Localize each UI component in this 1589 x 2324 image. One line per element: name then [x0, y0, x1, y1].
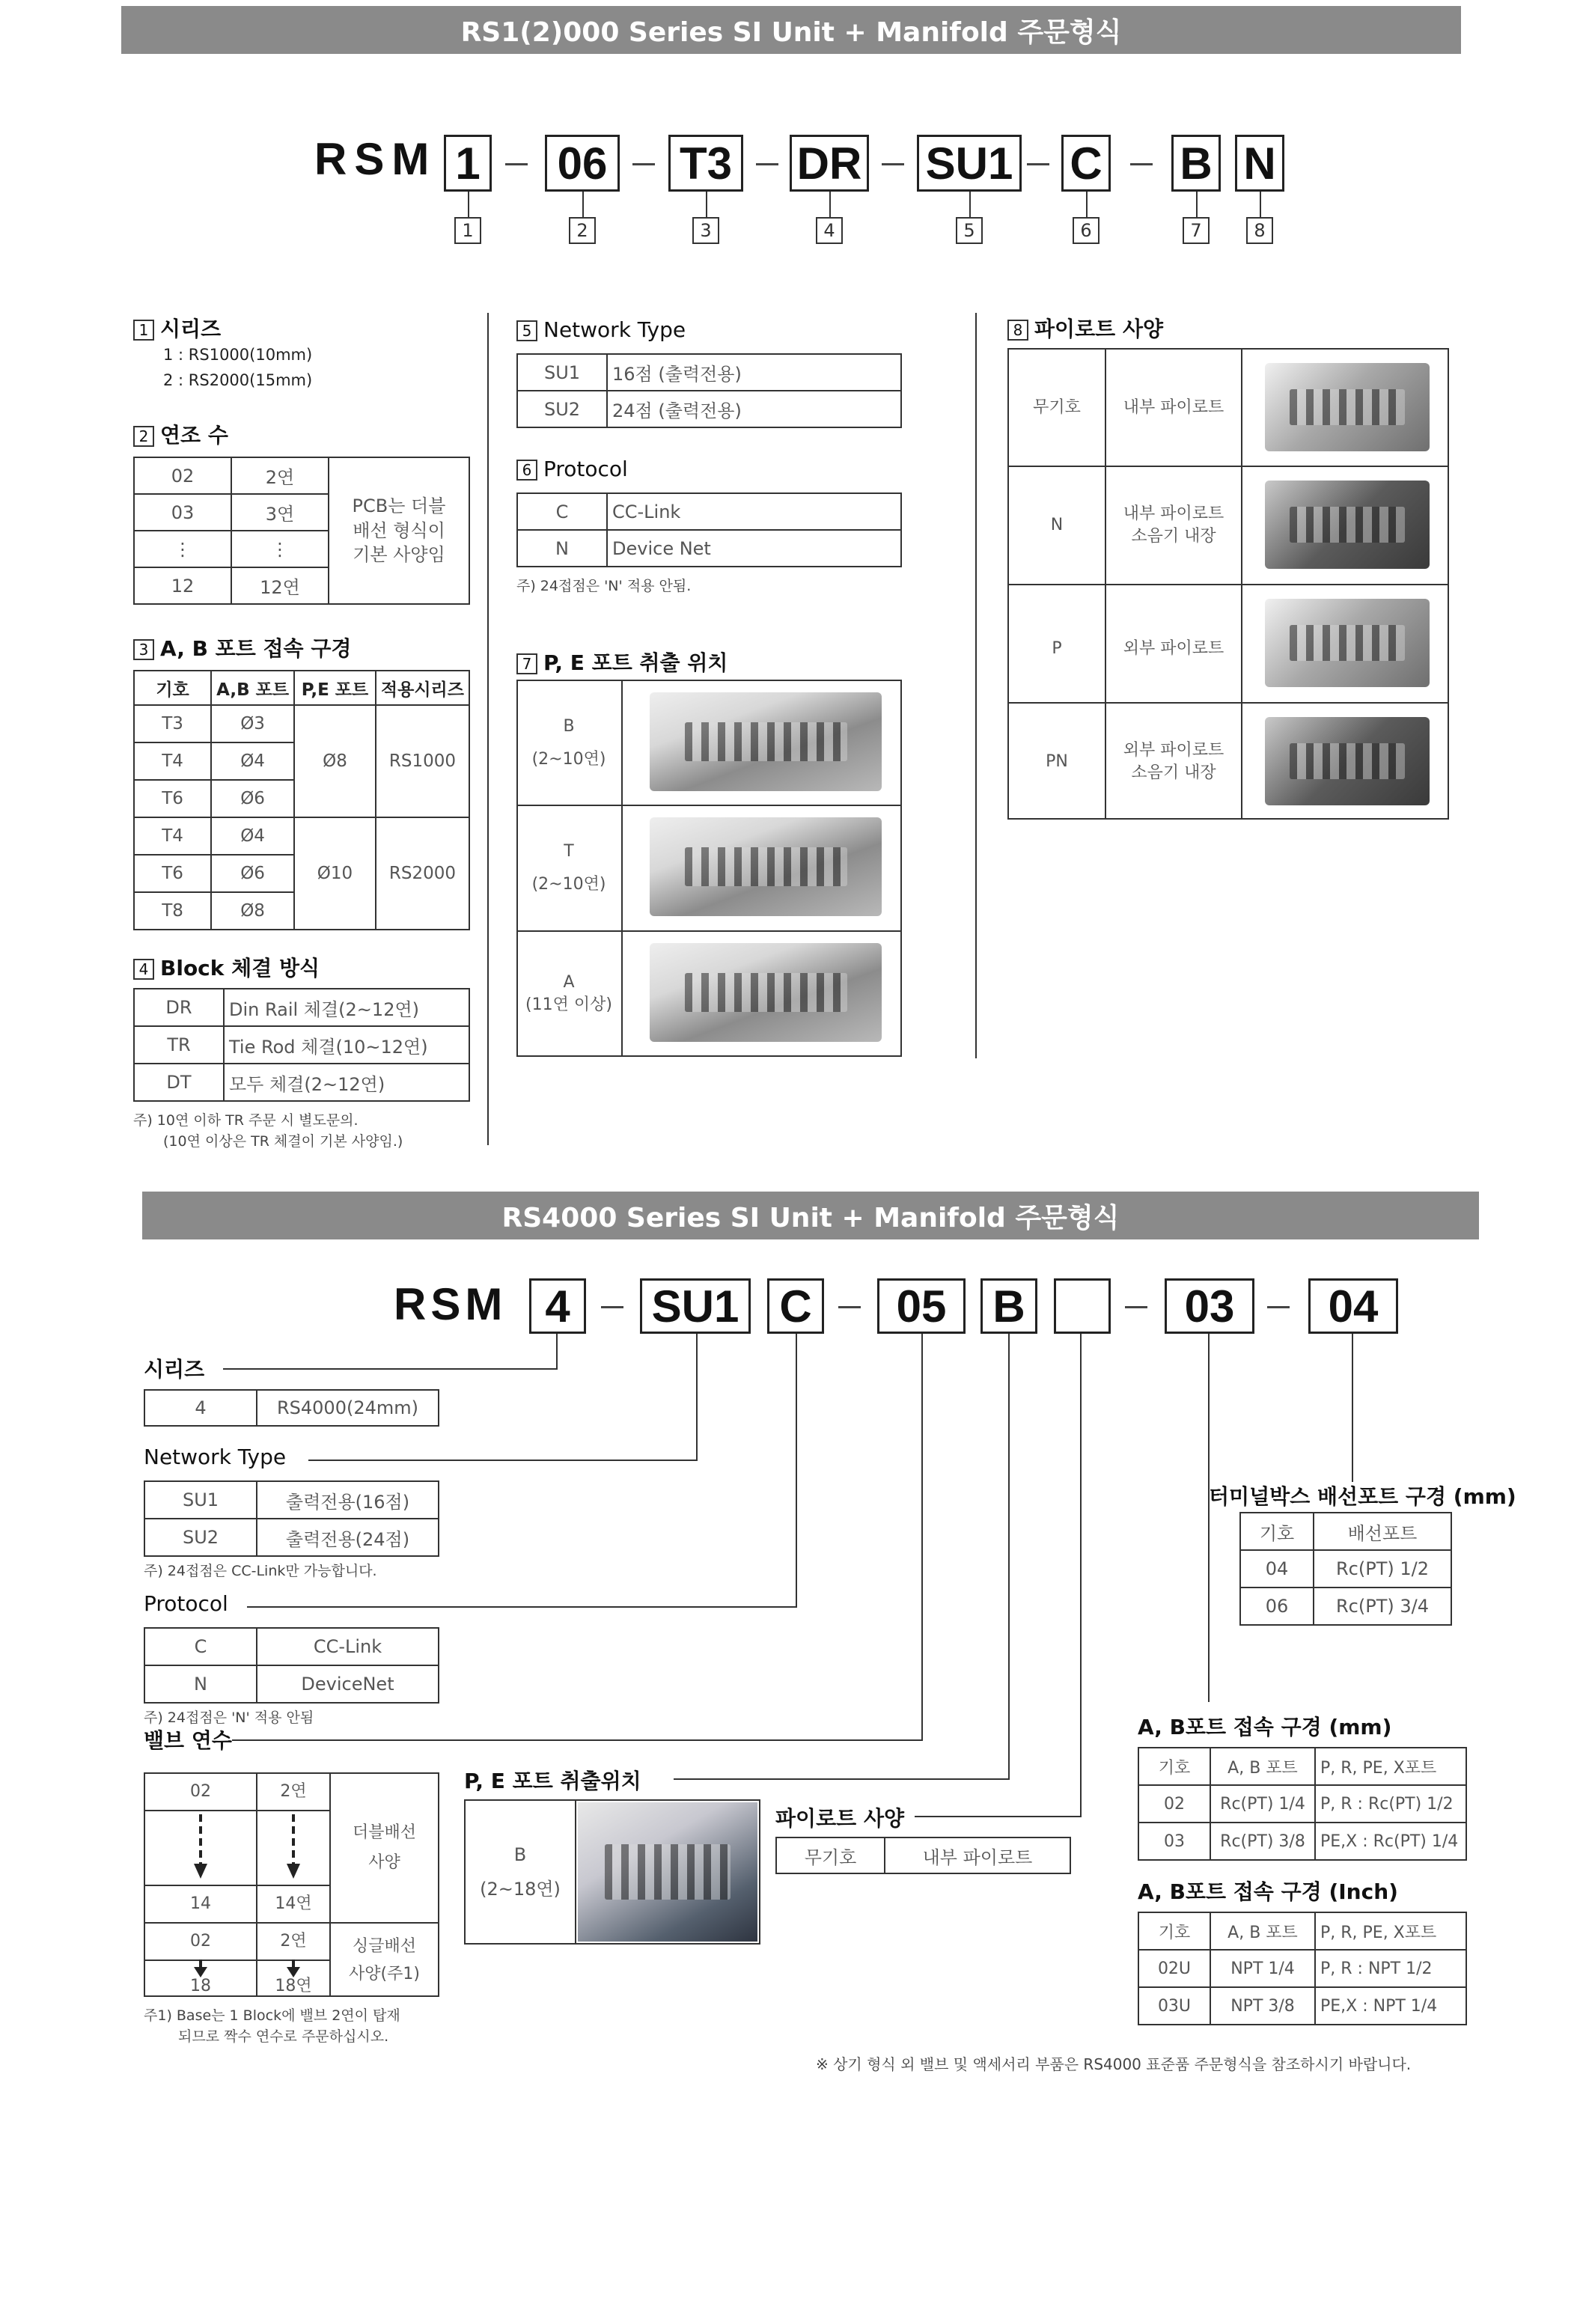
- table-cell: Ø6: [211, 780, 294, 817]
- table-cell: T6: [134, 855, 211, 892]
- table-cell: 2연: [231, 457, 329, 494]
- down-arrow-icon: [287, 1864, 300, 1879]
- section-title: Network Type: [543, 317, 686, 342]
- cell-range: (11연 이상): [525, 995, 612, 1014]
- leader-line: [1008, 1334, 1010, 1780]
- cell-range: (2~10연): [531, 875, 606, 894]
- table-header: A, B 포트: [1210, 1748, 1315, 1785]
- bottom-terminal-table: [1239, 1512, 1452, 1626]
- index-box-2: 2: [569, 217, 596, 244]
- table-cell: RS4000(24mm): [257, 1390, 439, 1426]
- section-number: 4: [133, 959, 154, 980]
- series-line: 1 : RS1000(10mm): [163, 346, 313, 364]
- table-cell: 03U: [1138, 1987, 1210, 2025]
- block-note: 주) 10연 이하 TR 주문 시 별도문의.: [133, 1112, 359, 1129]
- leader-line: [232, 1739, 923, 1741]
- bottom-network-table: [144, 1480, 439, 1557]
- table-cell: T4: [134, 817, 211, 855]
- section-title: 파이로트 사양: [1034, 317, 1164, 341]
- column-divider: [487, 313, 489, 1145]
- top-dash: [505, 163, 528, 165]
- column-divider: [975, 313, 977, 1058]
- ab-port-table: [133, 670, 470, 930]
- table-divider: [575, 1799, 576, 1945]
- top-code-port: T3: [668, 135, 743, 192]
- top-banner: RS1(2)000 Series SI Unit + Manifold 주문형식: [121, 6, 1461, 54]
- table-cell: Rc(PT) 3/4: [1314, 1588, 1451, 1625]
- table-cell: PE,X : NPT 1/4: [1315, 1987, 1466, 2025]
- section-series-title: [133, 313, 221, 343]
- top-dash: [632, 163, 655, 165]
- connector-line: [582, 192, 584, 217]
- table-cell: DR: [134, 989, 224, 1026]
- cell-code: T: [564, 842, 574, 861]
- bottom-code-stations: 05: [877, 1278, 966, 1334]
- leader-line: [247, 1606, 797, 1608]
- leader-line: [921, 1334, 923, 1741]
- table-cell: 02: [134, 457, 231, 494]
- valve-single-spec: 싱글배선 사양(주1): [349, 1936, 420, 1983]
- table-cell: T3: [134, 705, 211, 742]
- leader-line: [696, 1334, 698, 1461]
- table-cell: 4: [144, 1390, 257, 1426]
- protocol-table: [516, 492, 902, 567]
- valve-double-spec: 더블배선 사양: [352, 1823, 416, 1872]
- table-divider: [144, 1810, 331, 1811]
- section-title: Protocol: [543, 457, 628, 481]
- leader-line: [1352, 1334, 1353, 1482]
- section-pilot-title: [1007, 313, 1163, 343]
- bottom-protocol-table: [144, 1627, 439, 1704]
- bottom-network-note: 주) 24접점은 CC-Link만 가능합니다.: [144, 1563, 377, 1579]
- bottom-abmm-title: A, B포트 접속 구경 (mm): [1138, 1715, 1392, 1739]
- table-header: 기호: [1138, 1912, 1210, 1950]
- bottom-abinch-title: A, B포트 접속 구경 (Inch): [1138, 1879, 1398, 1904]
- pe-code: [466, 1801, 575, 1943]
- table-cell: Rc(PT) 3/8: [1210, 1823, 1315, 1860]
- table-cell: 12연: [231, 567, 329, 604]
- table-header: A,B 포트: [211, 671, 294, 705]
- table-cell: C: [144, 1628, 257, 1665]
- section-number: 2: [133, 426, 154, 447]
- section-number: 8: [1007, 320, 1028, 341]
- leader-line: [915, 1816, 1082, 1817]
- top-code-network: SU1: [917, 135, 1022, 192]
- section-protocol-title: [516, 457, 628, 481]
- cell-code: B: [513, 1843, 527, 1865]
- section-block-title: [133, 952, 320, 982]
- table-cell: RS1000: [376, 705, 469, 817]
- table-cell: PE,X : Rc(PT) 1/4: [1315, 1823, 1466, 1860]
- index-box-6: 6: [1073, 217, 1100, 244]
- bottom-pe-title: P, E 포트 취출위치: [464, 1769, 641, 1793]
- bottom-code-network: SU1: [640, 1278, 751, 1334]
- table-cell: N: [144, 1665, 257, 1703]
- valve-cell: 2연: [280, 1782, 307, 1802]
- section-pe-title: [516, 647, 728, 677]
- table-cell: P, R : Rc(PT) 1/2: [1315, 1785, 1466, 1823]
- table-header: P,E 포트: [294, 671, 376, 705]
- table-cell: Ø3: [211, 705, 294, 742]
- pe-code-b: [518, 681, 620, 805]
- bottom-code-pe: B: [980, 1278, 1037, 1334]
- leader-line: [1208, 1334, 1210, 1702]
- bottom-banner: RS4000 Series SI Unit + Manifold 주문형식: [142, 1192, 1479, 1239]
- index-box-3: 3: [692, 217, 719, 244]
- table-cell: 03: [1138, 1823, 1210, 1860]
- table-cell: 무기호: [776, 1837, 885, 1873]
- table-cell: NPT 3/8: [1210, 1987, 1315, 2025]
- table-cell: 03: [134, 494, 231, 531]
- top-code-block: DR: [790, 135, 869, 192]
- table-cell: SU1: [517, 354, 607, 391]
- table-cell: TR: [134, 1026, 224, 1064]
- index-box-1: 1: [454, 217, 481, 244]
- pilot-product-image: [1265, 717, 1430, 805]
- network-table: [516, 353, 902, 428]
- table-cell: 02: [1138, 1785, 1210, 1823]
- top-dash: [756, 163, 778, 165]
- table-cell: Ø6: [211, 855, 294, 892]
- table-cell: Rc(PT) 1/2: [1314, 1550, 1451, 1588]
- bottom-dash: [838, 1306, 861, 1308]
- top-dash: [1130, 163, 1153, 165]
- table-cell: T8: [134, 892, 211, 930]
- table-cell: SU1: [144, 1481, 257, 1519]
- valve-cell: 02: [190, 1932, 211, 1951]
- pilot-desc: 내부 파이로트: [1123, 397, 1224, 417]
- leader-line: [796, 1334, 797, 1608]
- table-cell: T4: [134, 742, 211, 780]
- leader-line: [308, 1460, 698, 1461]
- pilot-code: P: [1052, 639, 1062, 658]
- table-cell: NPT 1/4: [1210, 1950, 1315, 1987]
- table-cell: 출력전용(16점): [257, 1481, 439, 1519]
- table-cell: 출력전용(24점): [257, 1519, 439, 1556]
- table-cell: 02U: [1138, 1950, 1210, 1987]
- table-header: A, B 포트: [1210, 1912, 1315, 1950]
- range-arrow: [199, 1814, 202, 1865]
- table-cell: Ø4: [211, 742, 294, 780]
- pilot-desc: 내부 파이로트 소음기 내장: [1123, 504, 1224, 546]
- manifold-image: [650, 943, 882, 1042]
- bottom-series-title: 시리즈: [144, 1357, 205, 1382]
- down-arrow-icon: [194, 1864, 207, 1879]
- table-cell: SU2: [144, 1519, 257, 1556]
- bottom-abmm-table: [1138, 1747, 1467, 1861]
- top-code-protocol: C: [1061, 135, 1111, 192]
- top-code-series: 1: [444, 135, 492, 192]
- manifold-image: [650, 817, 882, 916]
- cell-code: A: [563, 972, 575, 992]
- table-header: 배선포트: [1314, 1513, 1451, 1550]
- leader-line: [674, 1778, 1010, 1780]
- bottom-model-prefix: RSM: [394, 1279, 507, 1329]
- bottom-code-protocol: C: [767, 1278, 824, 1334]
- table-cell: Ø8: [211, 892, 294, 930]
- table-cell: P, R : NPT 1/2: [1315, 1950, 1466, 1987]
- pilot-product-image: [1265, 363, 1430, 451]
- table-divider: [621, 680, 623, 1057]
- section-title: A, B 포트 접속 구경: [160, 636, 352, 661]
- table-cell: N: [517, 530, 607, 567]
- section-network-title: [516, 317, 686, 342]
- index-box-4: 4: [816, 217, 843, 244]
- pilot-code: 무기호: [1033, 397, 1081, 417]
- table-header: 기호: [1138, 1748, 1210, 1785]
- bottom-protocol-note: 주) 24접점은 'N' 적용 안됨: [144, 1710, 314, 1726]
- table-cell: CC-Link: [607, 493, 901, 530]
- bottom-code-terminal: 04: [1308, 1278, 1398, 1334]
- table-header: 적용시리즈: [376, 671, 469, 705]
- index-box-5: 5: [956, 217, 983, 244]
- bottom-dash: [1125, 1306, 1147, 1308]
- table-cell: 12: [134, 567, 231, 604]
- valve-cell: 18: [190, 1977, 211, 1996]
- table-cell: Rc(PT) 1/4: [1210, 1785, 1315, 1823]
- valve-cell: 14연: [275, 1894, 312, 1914]
- top-dash: [1027, 163, 1049, 165]
- leader-line: [223, 1368, 558, 1370]
- connector-line: [706, 192, 707, 217]
- bottom-code-pilot: [1054, 1278, 1111, 1334]
- range-arrow: [292, 1814, 295, 1865]
- pilot-desc: 외부 파이로트: [1123, 639, 1224, 658]
- table-cell: ⋮: [134, 531, 231, 567]
- table-cell: Device Net: [607, 530, 901, 567]
- table-divider: [144, 1959, 331, 1961]
- table-header: P, R, PE, X포트: [1315, 1912, 1466, 1950]
- cell-range: (2~18연): [480, 1879, 561, 1900]
- block-table: [133, 988, 470, 1102]
- table-cell: Ø4: [211, 817, 294, 855]
- pilot-code: PN: [1046, 751, 1068, 771]
- table-cell: Tie Rod 체결(10~12연): [224, 1026, 469, 1064]
- bottom-pilot-table: [775, 1837, 1071, 1874]
- manifold-image: [650, 692, 882, 791]
- pe-code-a: [518, 932, 620, 1055]
- table-cell: 16점 (출력전용): [607, 354, 901, 391]
- valve-cell: 2연: [280, 1932, 307, 1951]
- table-cell: 3연: [231, 494, 329, 531]
- valve-note: 주1) Base는 1 Block에 밸브 2연이 탑재: [144, 2007, 400, 2024]
- valve-note: 되므로 짝수 연수로 주문하십시오.: [178, 2028, 389, 2045]
- section-number: 7: [516, 653, 537, 674]
- connector-line: [829, 192, 831, 217]
- top-dash: [882, 163, 904, 165]
- section-number: 1: [133, 320, 154, 341]
- table-cell: T6: [134, 780, 211, 817]
- bottom-series-table: [144, 1389, 439, 1427]
- top-code-pe: B: [1171, 135, 1221, 192]
- bottom-protocol-title: Protocol: [144, 1591, 228, 1616]
- valve-cell: 02: [190, 1782, 211, 1802]
- cell-range: (2~10연): [531, 749, 606, 769]
- table-header: P, R, PE, X포트: [1315, 1748, 1466, 1785]
- bottom-dash: [1267, 1306, 1290, 1308]
- index-box-7: 7: [1183, 217, 1210, 244]
- manifold-image: [578, 1802, 757, 1942]
- bottom-pilot-title: 파이로트 사양: [775, 1806, 905, 1831]
- connector-line: [1086, 192, 1088, 217]
- table-cell: 내부 파이로트: [885, 1837, 1070, 1873]
- cell-code: B: [563, 716, 575, 736]
- connector-line: [468, 192, 469, 217]
- top-model-prefix: RSM: [314, 134, 437, 184]
- table-cell: SU2: [517, 391, 607, 427]
- bottom-abinch-table: [1138, 1912, 1467, 2025]
- stations-note: PCB는 더블 배선 형식이 기본 사양임: [329, 457, 469, 604]
- table-cell: 06: [1240, 1588, 1314, 1625]
- bottom-code-series: 4: [529, 1278, 586, 1334]
- connector-line: [969, 192, 971, 217]
- pilot-product-image: [1265, 481, 1430, 569]
- leader-line: [1080, 1334, 1082, 1817]
- pilot-product-image: [1265, 599, 1430, 687]
- top-code-stations: 06: [545, 135, 620, 192]
- valve-cell: 18연: [275, 1977, 312, 1996]
- table-cell: RS2000: [376, 817, 469, 930]
- section-number: 6: [516, 460, 537, 481]
- bottom-terminal-title: 터미널박스 배선포트 구경 (mm): [1209, 1484, 1516, 1509]
- table-cell: DT: [134, 1064, 224, 1101]
- bottom-code-ab-port: 03: [1165, 1278, 1254, 1334]
- bottom-valve-title: 밸브 연수: [144, 1728, 232, 1753]
- table-cell: C: [517, 493, 607, 530]
- top-code-pilot: N: [1235, 135, 1284, 192]
- table-cell: DeviceNet: [257, 1665, 439, 1703]
- valve-cell: 14: [190, 1894, 211, 1914]
- connector-line: [1196, 192, 1198, 217]
- connector-line: [1260, 192, 1261, 217]
- section-ab-port-title: [133, 632, 351, 662]
- section-number: 5: [516, 320, 537, 341]
- block-note: (10연 이상은 TR 체결이 기본 사양임.): [163, 1133, 403, 1150]
- section-title: P, E 포트 취출 위치: [543, 650, 728, 675]
- series-line: 2 : RS2000(15mm): [163, 371, 313, 389]
- table-cell: CC-Link: [257, 1628, 439, 1665]
- bottom-footnote: ※ 상기 형식 외 밸브 및 액세서리 부품은 RS4000 표준품 주문형식을 참조하시기 바랍니다.: [816, 2055, 1412, 2073]
- stations-table: [133, 457, 470, 605]
- protocol-note: 주) 24접점은 'N' 적용 안됨.: [516, 578, 692, 594]
- section-title: 시리즈: [160, 317, 222, 341]
- section-title: 연조 수: [160, 423, 228, 448]
- table-cell: Ø8: [294, 705, 376, 817]
- table-header: 기호: [1240, 1513, 1314, 1550]
- pilot-desc: 외부 파이로트 소음기 내장: [1123, 740, 1224, 782]
- leader-line: [556, 1334, 558, 1370]
- index-box-8: 8: [1246, 217, 1273, 244]
- table-cell: Ø10: [294, 817, 376, 930]
- section-number: 3: [133, 639, 154, 660]
- bottom-dash: [601, 1306, 623, 1308]
- table-cell: 04: [1240, 1550, 1314, 1588]
- section-stations-title: [133, 419, 228, 449]
- table-cell: ⋮: [231, 531, 329, 567]
- table-cell: 24점 (출력전용): [607, 391, 901, 427]
- pe-code-t: [518, 806, 620, 930]
- pilot-code: N: [1050, 516, 1064, 535]
- section-title: Block 체결 방식: [160, 956, 320, 980]
- table-header: 기호: [134, 671, 211, 705]
- bottom-network-title: Network Type: [144, 1445, 287, 1469]
- table-cell: 모두 체결(2~12연): [224, 1064, 469, 1101]
- table-cell: Din Rail 체결(2~12연): [224, 989, 469, 1026]
